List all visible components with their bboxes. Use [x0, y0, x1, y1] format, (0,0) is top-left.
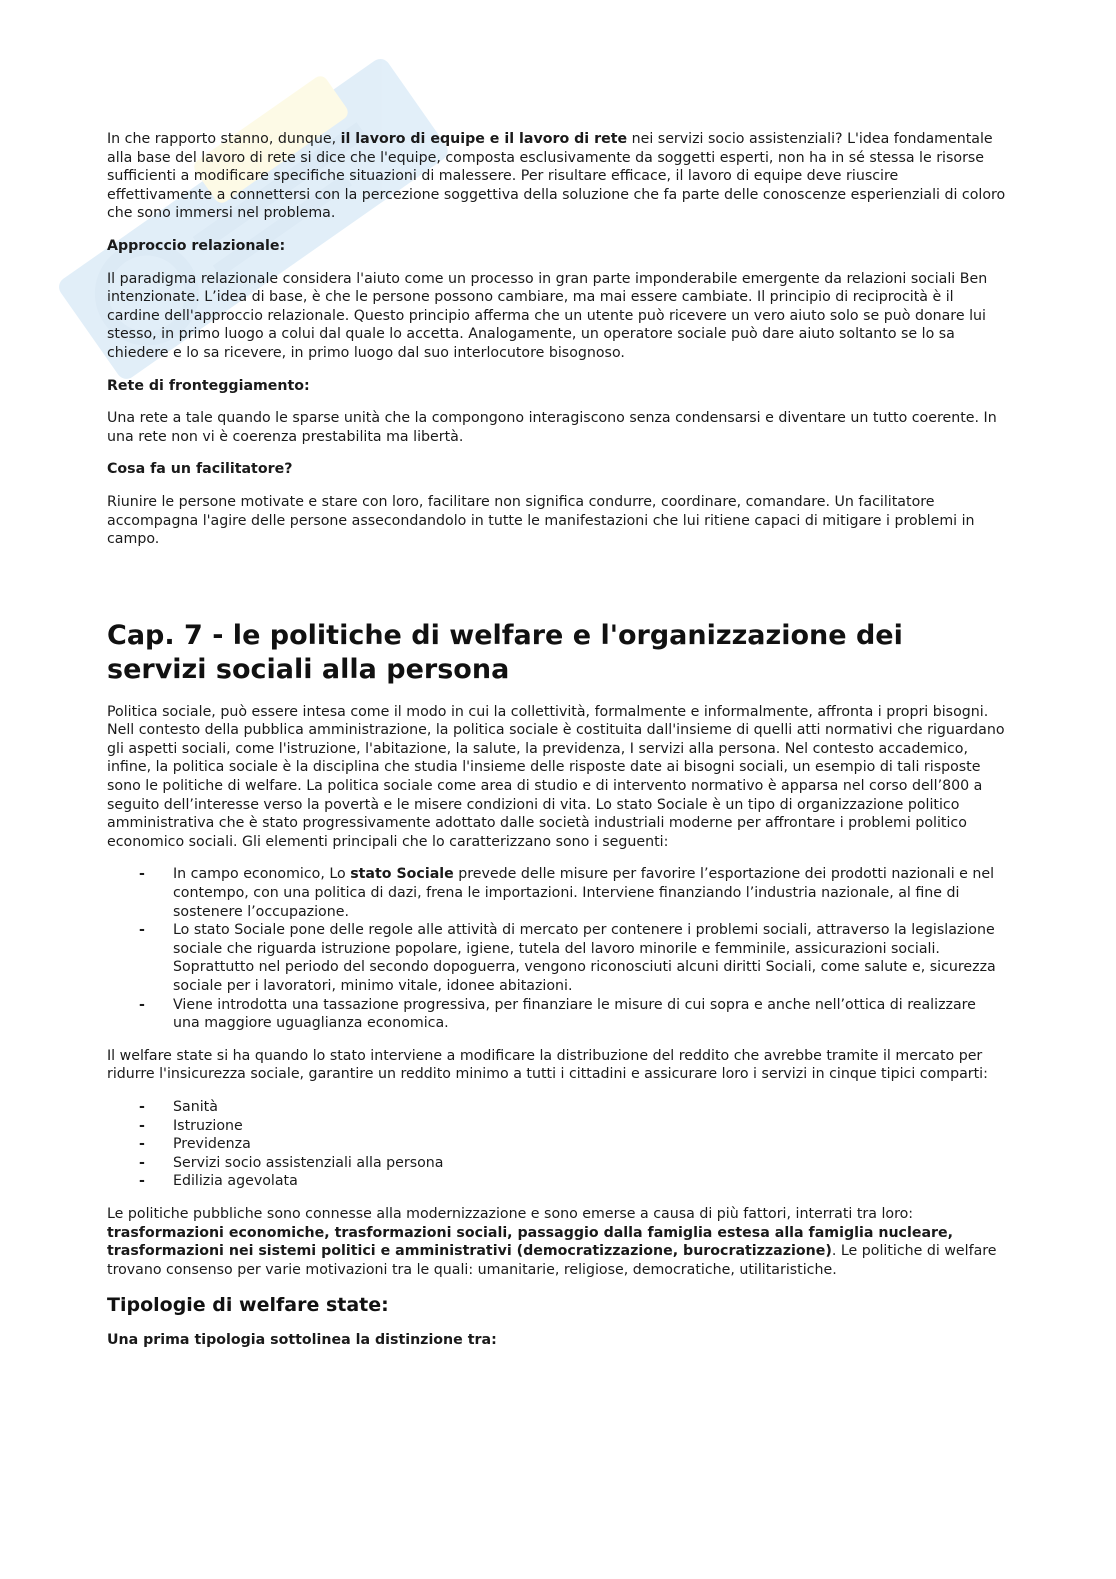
features-list: [107, 865, 1007, 1032]
list-item: - Previdenza: [139, 1136, 251, 1153]
intro-paragraph: In che rapporto stanno, dunque, il lavoro di equipe e il lavoro di rete nei servizi socio assistenziali? L'idea fondamentale alla base del lavoro di rete si dice che l'equipe, composta esclusivamente da soggetti esperti, non ha in sé stessa le risorse sufficienti a modificare specifiche situazioni di malessere. Per risultare efficace, il lavoro di equipe deve riuscire effettivamente a connettersi con la percezione soggettiva della soluzione che fa parte delle conoscenze esperienziali di coloro che sono immersi nel problema.: [107, 131, 1006, 222]
list-item: - Viene introdotta una tassazione progressiva, per finanziare le misure di cui sopra e anche nell’ottica di realizzare una maggiore uguaglianza economica.: [139, 996, 976, 1032]
chapter-paragraph-3: Le politiche pubbliche sono connesse alla modernizzazione e sono emerse a causa di più fattori, interrati tra loro: trasformazioni economiche, trasformazioni sociali, passaggio dalla famiglia estesa alla famiglia nucleare, trasformazioni nei sistemi politici e amministrativi (democratizzazione, burocratizzazione). Le politiche di welfare trovano consenso per varie motivazioni tra le quali: umanitarie, religiose, democratiche, utilitaristiche.: [107, 1205, 997, 1278]
rete-paragraph: Una rete a tale quando le sparse unità che la compongono interagiscono senza condensarsi e diventare un tutto coerente. In una rete non vi è coerenza prestabilita ma libertà.: [107, 410, 997, 445]
list-item: - In campo economico, Lo stato Sociale prevede delle misure per favorire l’esportazione dei prodotti nazionali e nel contempo, con una politica di dazi, frena le importazioni. Interviene finanziando l’industria nazionale, al fine di sostenere l’occupazione.: [139, 866, 995, 920]
intro-bold: il lavoro di equipe e il lavoro di rete: [340, 131, 628, 147]
document-page: [107, 130, 1007, 1364]
list-item: - Lo stato Sociale pone delle regole alle attività di mercato per contenere i problemi sociali, attraverso la legislazione sociale che riguarda istruzione popolare, igiene, tutela del lavoro minorile e femminile, assicurazioni sociali. Soprattutto nel periodo del secondo dopoguerra, vengono riconosciuti alcuni diritti Sociali, come salute e, sicurezza sociale per i lavoratori, minimo vitale, idonee abitazioni.: [139, 922, 996, 994]
list-item: - Servizi socio assistenziali alla persona: [139, 1154, 444, 1171]
facilitatore-paragraph: Riunire le persone motivate e stare con loro, facilitare non significa condurre, coordinare, comandare. Un facilitatore accompagna l'agire delle persone assecondandolo in tutte le manifestazioni che lui ritiene capaci di mitigare i problemi in campo.: [107, 493, 975, 548]
chapter-title: Cap. 7 - le politiche di welfare e l'organizzazione dei servizi sociali alla persona: [107, 619, 903, 685]
sectors-list: [107, 1098, 1007, 1191]
approccio-heading: Approccio relazionale:: [107, 237, 286, 254]
list-item: - Istruzione: [139, 1117, 243, 1134]
subheading: Una prima tipologia sottolinea la distinzione tra:: [107, 1332, 497, 1349]
facilitatore-heading: Cosa fa un facilitatore?: [107, 461, 293, 478]
chapter-paragraph-1: Politica sociale, può essere intesa come il modo in cui la collettività, formalmente e informalmente, affronta i propri bisogni. Nell contesto della pubblica amministrazione, la politica sociale è costituita dall'insieme di quelli atti normativi che riguardano gli aspetti sociali, come l'istruzione, l'abitazione, la salute, la previdenza, I servizi alla persona. Nel contesto accademico, infine, la politica sociale è la disciplina che studia l'insieme delle risposte date ai bisogni sociali, un esempio di tali risposte sono le politiche di welfare. La politica sociale come area di studio e di intervento normativo è apparsa nel corso dell’800 a seguito dell’interesse verso la povertà e le misere condizioni di vita. Lo stato Sociale è un tipo di organizzazione politico amministrativa che è stato progressivamente adottato dalle società industriali moderne per affrontare i problemi politico economico sociali. Gli elementi principali che lo caratterizzano sono i seguenti:: [107, 703, 1005, 850]
rete-heading: Rete di fronteggiamento:: [107, 377, 310, 394]
list-item: - Edilizia agevolata: [139, 1173, 298, 1190]
list-item: - Sanità: [139, 1098, 218, 1115]
section-title: Tipologie di welfare state:: [107, 1294, 389, 1317]
chapter-paragraph-2: Il welfare state si ha quando lo stato interviene a modificare la distribuzione del reddito che avrebbe tramite il mercato per ridurre l'insicurezza sociale, garantire un reddito minimo a tutti i cittadini e assicurare loro i servizi in cinque tipici comparti:: [107, 1047, 988, 1083]
approccio-paragraph: Il paradigma relazionale considera l'aiuto come un processo in gran parte imponderabile emergente da relazioni sociali Ben intenzionate. L’idea di base, è che le persone possono cambiare, ma mai essere cambiate. Il principio di reciprocità è il cardine dell'approccio relazionale. Questo principio afferma che un utente può ricevere un vero aiuto solo se può donare lui stesso, in primo luogo a colui dal quale lo accetta. Analogamente, un operatore sociale può dare aiuto soltanto se lo sa chiedere e lo sa ricevere, in primo luogo dal suo interlocutore bisognoso.: [107, 270, 988, 361]
